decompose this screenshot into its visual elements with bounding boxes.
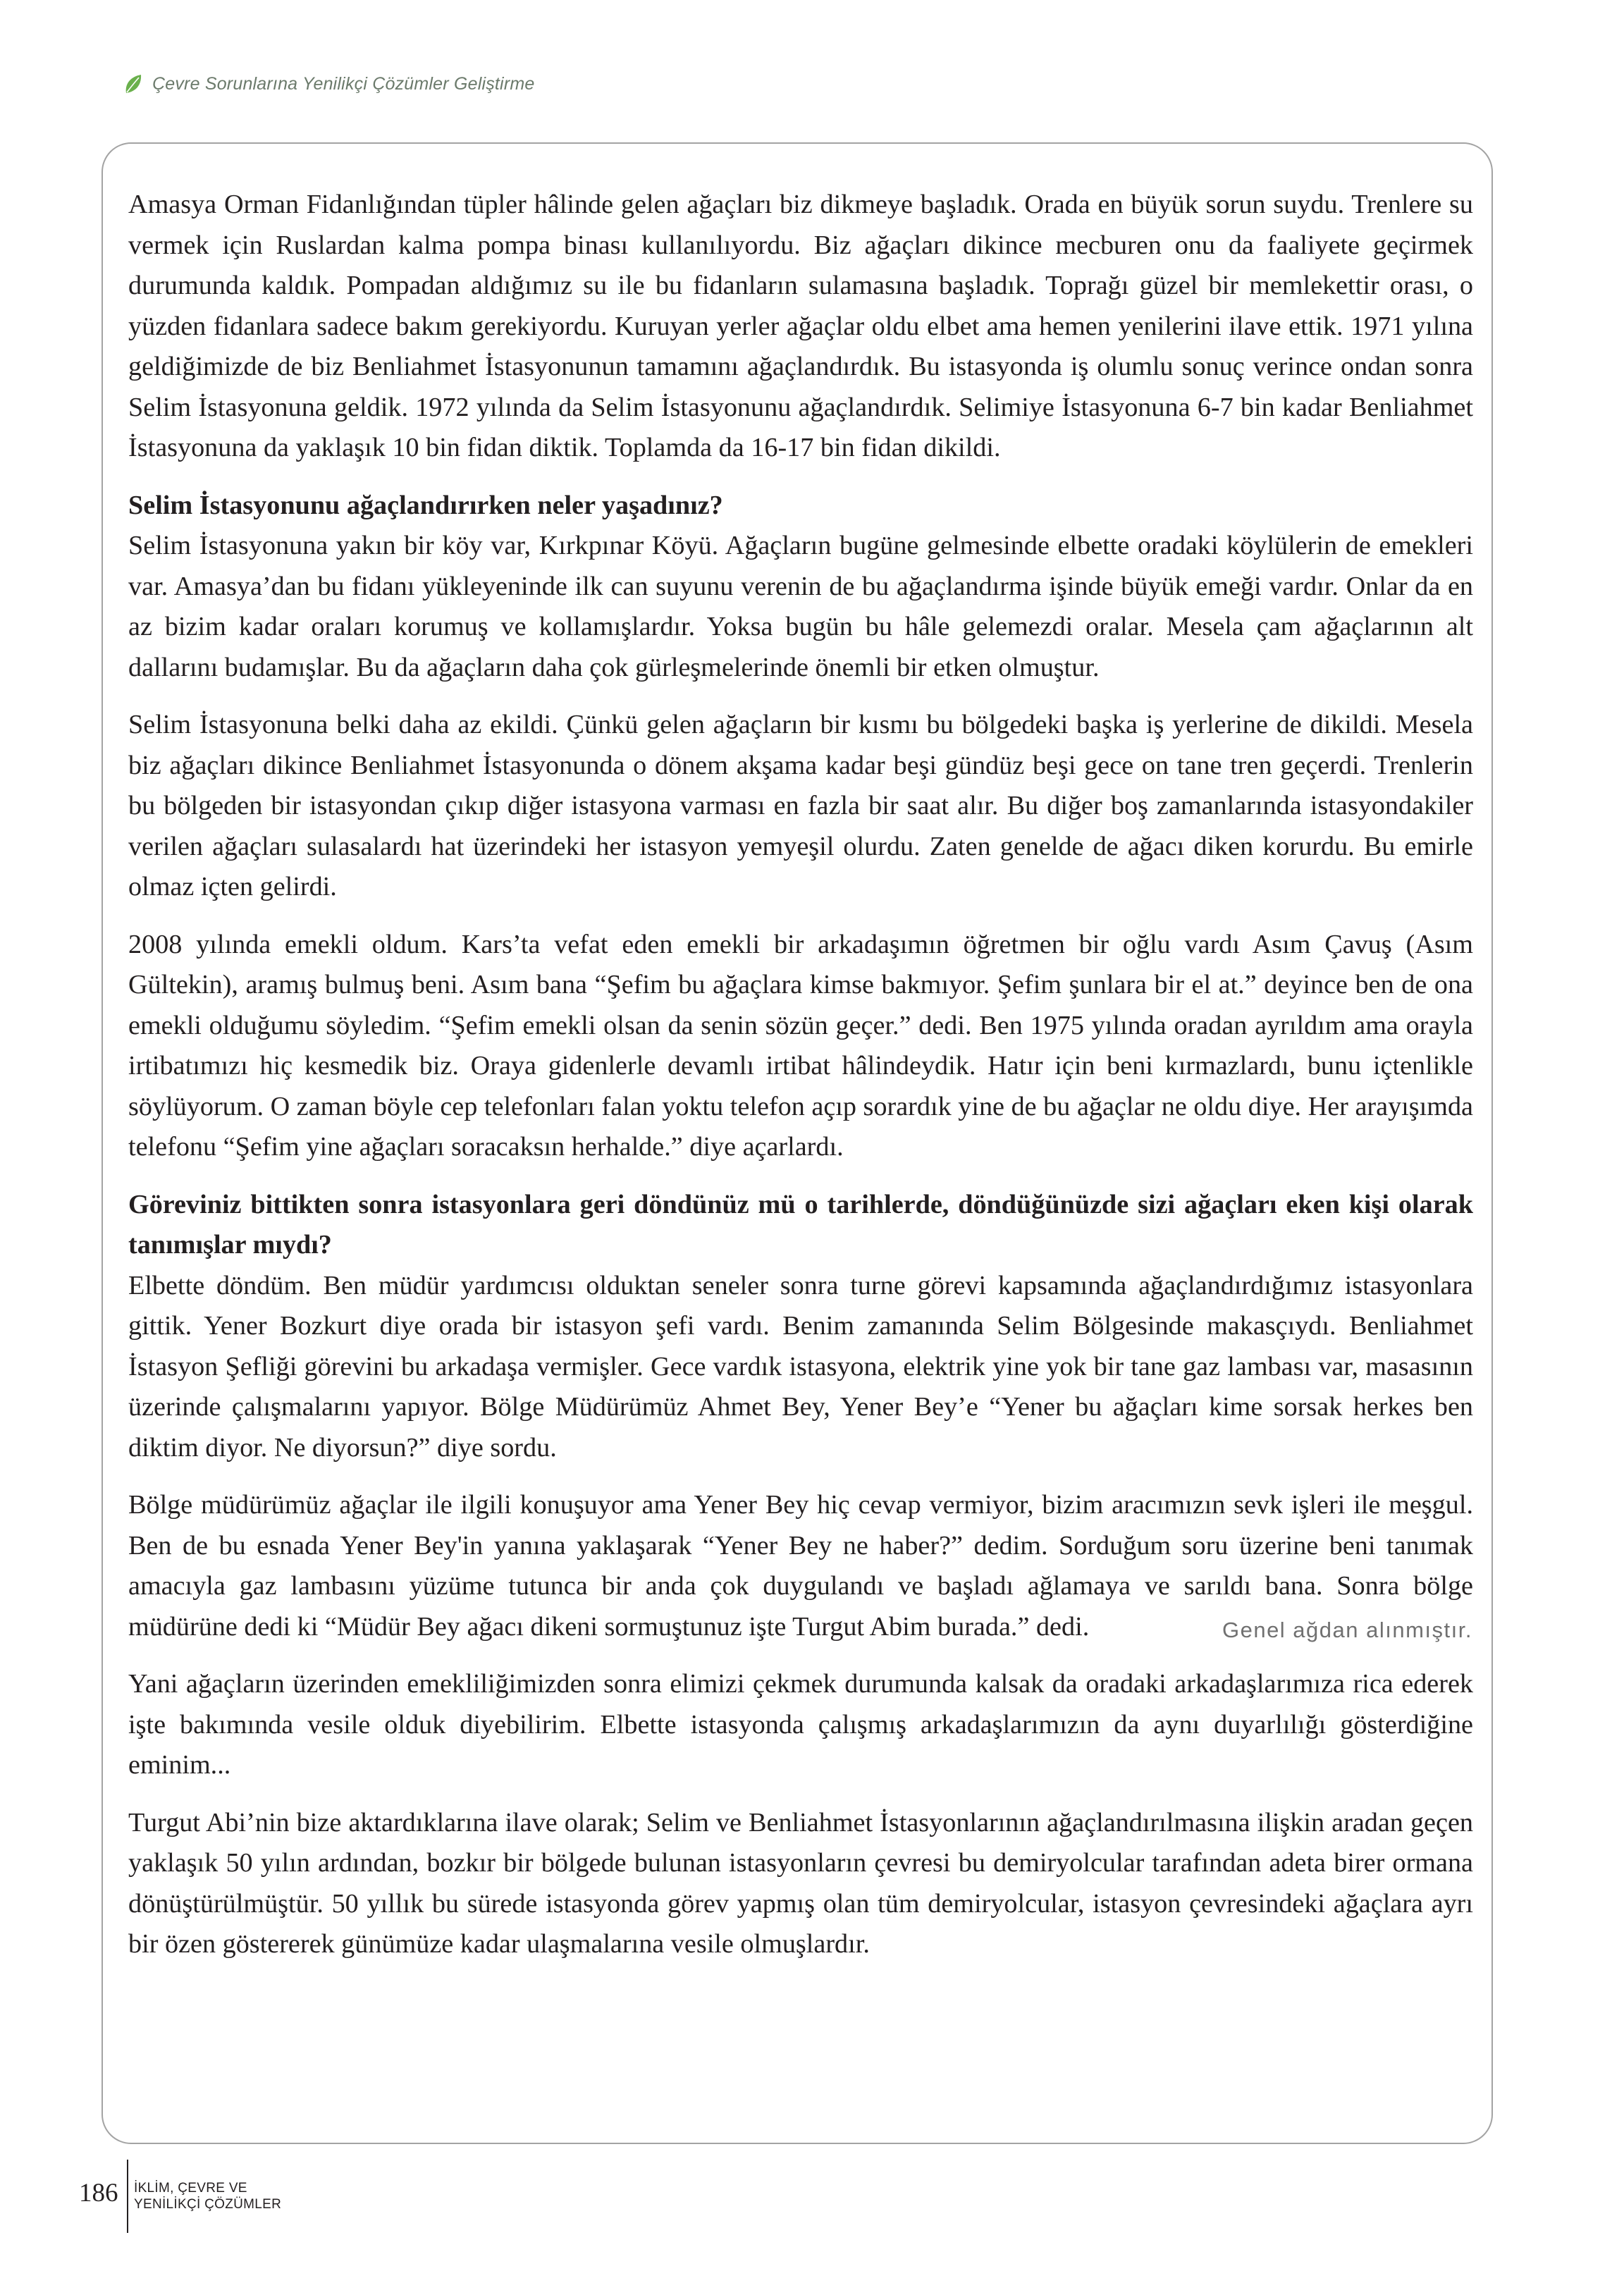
paragraph: Bölge müdürümüz ağaçlar ile ilgili konuşuyor ama Yener Bey hiç cevap vermiyor, bizim aracımızın sevk işleri ile meşgul. Ben de bu esnada Yener Bey'in yanına yaklaşarak “Yener Bey ne haber?” dedim. Sorduğum soru üzerine beni tanımak amacıyla gaz lambasını yüzüme tutunca bir anda çok duygulandı ve başladı ağlamaya ve sarıldı bana. Sonra bölge müdürüne dedi ki “Müdür Bey ağacı dikeni sormuştunuz işte Turgut Abim burada.” dedi. [128, 1490, 1473, 1642]
paragraph: Turgut Abi’nin bize aktardıklarına ilave olarak; Selim ve Benliahmet İstasyonlarının ağaçlandırılmasına ilişkin aradan geçen yaklaşık 50 yılın ardından, bozkır bir bölgede bulunan istasyonların çevresi bu demiryolcular tarafından adeta birer ormana dönüştürülmüştür. 50 yıllık bu sürede istasyonda görev yapmış olan tüm demiryolcular, istasyon çevresindeki ağaçlara ayrı bir özen göstererek günümüze kadar ulaşmalarına vesile olmuşlardır. [128, 1807, 1473, 1959]
page-number: 186 [79, 2179, 118, 2208]
footer-label-line: İKLİM, ÇEVRE VE [134, 2181, 247, 2196]
interview-answer: Selim İstasyonuna yakın bir köy var, Kırkpınar Köyü. Ağaçların bugüne gelmesinde elbette oradaki köylülerin de emekleri var. Amasya’dan bu fidanı yükleyeninde ilk can suyunu verenin de bu ağaçlandırma işinde büyük emeği vardır. Onlar da en az bizim kadar oraları korumuş ve kollamışlardır. Yoksa bugün bu hâle gelemezdi oralar. Mesela çam ağaçlarının alt dallarını budamışlar. Bu da ağaçların daha çok gürleşmelerinde önemli bir etken olmuştur. [128, 531, 1473, 682]
book-title-footer [134, 2180, 281, 2212]
paragraph: Amasya Orman Fidanlığından tüpler hâlinde gelen ağaçları biz dikmeye başladık. Orada en büyük sorun suydu. Trenlere su vermek için Ruslardan kalma pompa binası kullanılıyordu. Biz ağaçları dikince mecburen onu da faaliyete geçirmek durumunda kaldık. Pompadan aldığımız su ile bu fidanların sulamasına başladık. Toprağı güzel bir memlekettir orası, o yüzden fidanlara sadece bakım gerekiyordu. Kuruyan yerler ağaçlar oldu elbet ama hemen yenilerini ilave ettik. 1971 yılına geldiğimizde de biz Benliahmet İstasyonunun tamamını ağaçlandırdık. Bu istasyonda iş olumlu sonuç verince ondan sonra Selim İstasyonuna geldik. 1972 yılında da Selim İstasyonunu ağaçlandırdık. Selimiye İstasyonuna 6-7 bin kadar Benliahmet İstasyonuna da yaklaşık 10 bin fidan diktik. Toplamda da 16-17 bin fidan dikildi. [128, 190, 1473, 462]
paragraph: Yani ağaçların üzerinden emekliliğimizden sonra elimizi çekmek durumunda kalsak da oradaki arkadaşlarımıza rica ederek işte bakımında vesile olduk diyebilirim. Elbette istasyonda çalışmış arkadaşlarımızın da aynı duyarlılığı gösterdiğine eminim... [128, 1669, 1473, 1780]
running-header [124, 73, 534, 94]
header-title: Çevre Sorunlarına Yenilikçi Çözümler Geliştirme [152, 73, 535, 94]
article-body [128, 185, 1473, 1982]
interview-question: Göreviniz bittikten sonra istasyonlara geri döndünüz mü o tarihlerde, döndüğünüzde sizi ağaçları eken kişi olarak tanımışlar mıydı? [128, 1189, 1473, 1260]
interview-question: Selim İstasyonunu ağaçlandırırken neler yaşadınız? [128, 490, 723, 520]
interview-answer: Elbette döndüm. Ben müdür yardımcısı olduktan seneler sonra turne görevi kapsamında ağaçlandırdığımız istasyonlara gittik. Yener Bozkurt diye orada bir istasyon şefi vardı. Benim zamanında Selim Bölgesinde makasçıydı. Benliahmet İstasyon Şefliği görevini bu arkadaşa vermişler. Gece vardık istasyona, elektrik yine yok bir tane gaz lambası var, masasının üzerinde çalışmalarını yapıyor. Bölge Müdürümüz Ahmet Bey, Yener Bey’e “Yener bu ağaçları kime sorsak herkes ben diktim diyor. Ne diyorsun?” diye sordu. [128, 1270, 1473, 1463]
leaf-icon [124, 73, 142, 94]
source-note: Genel ağdan alınmıştır. [1222, 1618, 1472, 1642]
paragraph: 2008 yılında emekli oldum. Kars’ta vefat eden emekli bir arkadaşımın öğretmen bir oğlu vardı Asım Çavuş (Asım Gültekin), aramış bulmuş beni. Asım bana “Şefim bu ağaçlara kimse bakmıyor. Şefim şunlara bir el at.” deyince ben de ona emekli olduğumu söyledim. “Şefim emekli olsan da senin sözün geçer.” dedi. Ben 1975 yılında oradan ayrıldım ama orayla irtibatımızı hiç kesmedik biz. Oraya gidenlerle devamlı irtibat hâlindeydik. Hatır için beni kırmazlardı, bunu içtenlikle söylüyorum. O zaman böyle cep telefonları falan yoktu telefon açıp sorardık yine de bu ağaçlar ne oldu diye. Her arayışımda telefonu “Şefim yine ağaçları soracaksın herhalde.” diye açarlardı. [128, 929, 1473, 1162]
footer-label-line: YENİLİKÇİ ÇÖZÜMLER [134, 2197, 282, 2212]
footer-divider [127, 2160, 128, 2233]
paragraph: Selim İstasyonuna belki daha az ekildi. Çünkü gelen ağaçların bir kısmı bu bölgedeki başka iş yerlerine de dikildi. Mesela biz ağaçları dikince Benliahmet İstasyonunda o dönem akşama kadar beşi gündüz beşi gece on tane tren geçerdi. Trenlerin bu bölgeden bir istasyondan çıkıp diğer istasyona varması en fazla bir saat alır. Bu diğer boş zamanlarında istasyondakiler verilen ağaçları sulasalardı hat üzerindeki her istasyon yemyeşil olurdu. Zaten genelde de ağacı diken korurdu. Bu emirle olmaz içten gelirdi. [128, 710, 1473, 901]
